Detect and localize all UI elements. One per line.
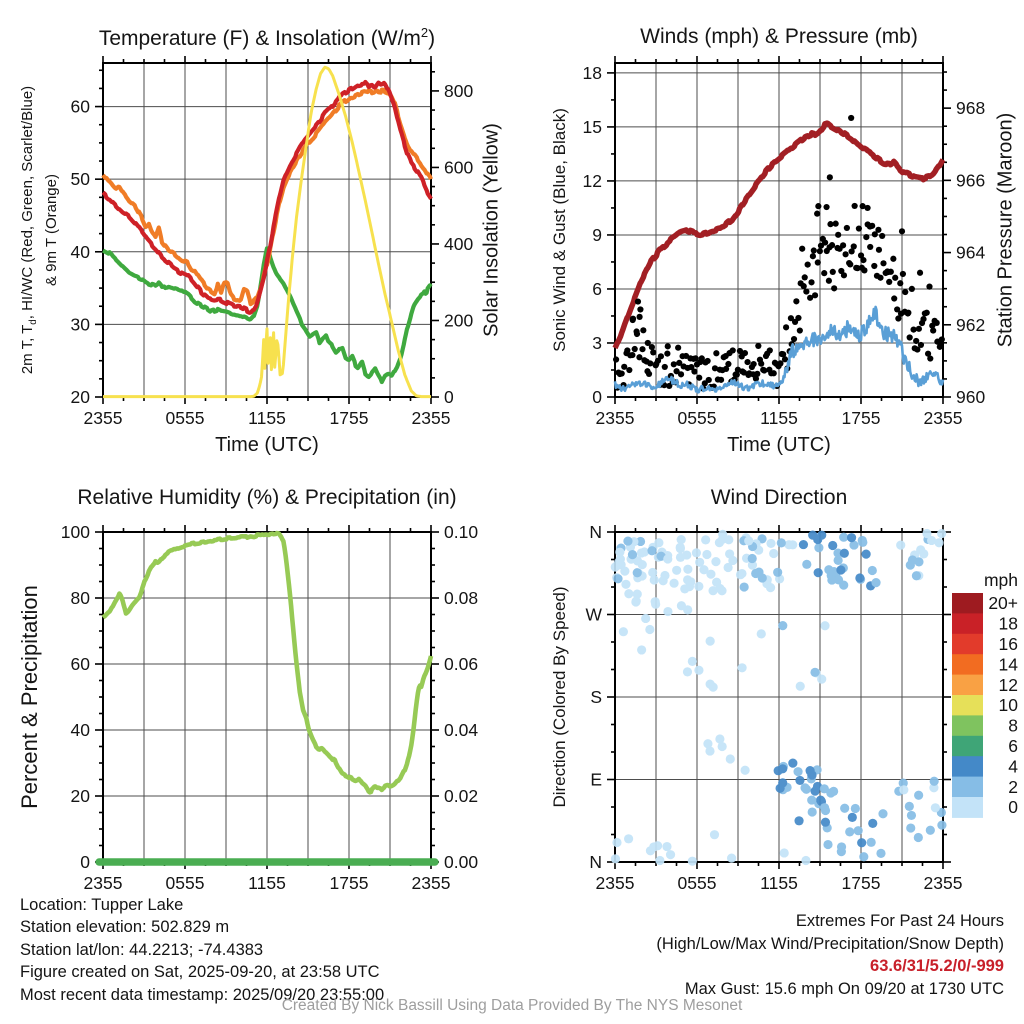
svg-text:0: 0 xyxy=(444,387,454,407)
svg-text:60: 60 xyxy=(70,96,90,117)
svg-text:0555: 0555 xyxy=(165,408,205,428)
temp-x-axis-label: Time (UTC) xyxy=(215,434,319,456)
svg-text:0: 0 xyxy=(592,387,602,407)
svg-text:4: 4 xyxy=(1008,756,1018,777)
svg-text:0555: 0555 xyxy=(677,408,717,428)
title-superscript: 2 xyxy=(420,25,429,40)
svg-text:600: 600 xyxy=(444,157,474,178)
tick-labels xyxy=(71,81,474,428)
svg-text:W: W xyxy=(585,604,602,625)
svg-text:0: 0 xyxy=(80,852,90,872)
svg-text:964: 964 xyxy=(956,242,986,263)
svg-text:968: 968 xyxy=(956,98,986,119)
svg-text:18: 18 xyxy=(998,613,1018,634)
svg-text:0.04: 0.04 xyxy=(444,720,479,740)
footer-created: Figure created on Sat, 2025-09-20, at 23:58 UTC xyxy=(20,963,380,982)
svg-text:2355: 2355 xyxy=(595,873,635,893)
humidity-left-axis-label: Percent & Precipitation xyxy=(17,585,42,809)
footer-location: Location: Tupper Lake xyxy=(20,896,184,914)
svg-text:60: 60 xyxy=(70,654,90,674)
station-info xyxy=(20,894,384,1006)
svg-text:E: E xyxy=(590,769,602,790)
title-text: Temperature (F) & Insolation (W/m xyxy=(98,27,421,50)
svg-text:0.00: 0.00 xyxy=(444,852,479,872)
svg-text:0: 0 xyxy=(1008,797,1018,818)
svg-text:0.02: 0.02 xyxy=(444,786,479,806)
wind-left-axis-label: Sonic Wind & Gust (Blue, Black) xyxy=(550,108,569,352)
svg-text:100: 100 xyxy=(60,522,90,542)
svg-text:2355: 2355 xyxy=(411,408,451,428)
gridlines xyxy=(103,532,431,862)
svg-text:1755: 1755 xyxy=(841,873,881,893)
svg-text:50: 50 xyxy=(70,169,90,190)
svg-text:1755: 1755 xyxy=(329,873,369,893)
svg-text:2355: 2355 xyxy=(83,408,123,428)
svg-text:2355: 2355 xyxy=(923,408,963,428)
svg-text:12: 12 xyxy=(582,170,602,191)
direction-left-axis-label: Direction (Colored By Speed) xyxy=(550,586,569,808)
svg-text:2355: 2355 xyxy=(83,873,123,893)
svg-text:9: 9 xyxy=(592,224,602,245)
max-gust: Max Gust: 15.6 mph On 09/20 at 1730 UTC xyxy=(684,979,1004,998)
svg-text:N: N xyxy=(589,852,602,872)
extremes-info xyxy=(656,910,1004,1000)
svg-text:18: 18 xyxy=(582,62,602,83)
svg-text:0.08: 0.08 xyxy=(444,588,479,608)
extremes-title: Extremes For Past 24 Hours xyxy=(795,912,1004,930)
svg-text:960: 960 xyxy=(956,387,986,407)
svg-text:0.06: 0.06 xyxy=(444,654,479,674)
footer-timestamp: Most recent data timestamp: 2025/09/20 23:55:00 xyxy=(20,985,385,1004)
wind-direction-title: Wind Direction xyxy=(710,486,848,509)
svg-text:1755: 1755 xyxy=(329,408,369,428)
winds-pressure-title: Winds (mph) & Pressure (mb) xyxy=(640,25,918,48)
humidity-precip-title: Relative Humidity (%) & Precipitation (in) xyxy=(77,486,457,509)
svg-text:966: 966 xyxy=(956,170,986,191)
title-text: ) xyxy=(428,27,436,50)
svg-text:30: 30 xyxy=(70,314,90,335)
extremes-values: 63.6/31/5.2/0/-999 xyxy=(870,957,1004,976)
speed-legend xyxy=(952,570,1018,818)
svg-text:6: 6 xyxy=(1008,736,1018,756)
gridlines xyxy=(615,63,943,397)
svg-text:10: 10 xyxy=(998,695,1018,716)
svg-text:40: 40 xyxy=(70,241,90,262)
svg-text:20: 20 xyxy=(70,786,90,806)
svg-text:8: 8 xyxy=(1008,715,1018,736)
extremes-subtitle: (High/Low/Max Wind/Precipitation/Snow Depth) xyxy=(656,934,1004,953)
footer-latlon: Station lat/lon: 44.2213; -74.4383 xyxy=(20,940,264,959)
svg-text:2: 2 xyxy=(1008,776,1018,797)
svg-text:16: 16 xyxy=(998,634,1018,654)
svg-text:mph: mph xyxy=(983,570,1018,590)
svg-text:80: 80 xyxy=(70,588,90,608)
svg-text:962: 962 xyxy=(956,314,986,335)
svg-text:14: 14 xyxy=(998,654,1018,675)
svg-text:2355: 2355 xyxy=(595,408,635,428)
humidity-precipitation-chart xyxy=(40,512,540,893)
temperature-insolation-chart xyxy=(40,40,540,470)
pressure-right-axis-label: Station Pressure (Maroon) xyxy=(994,112,1017,348)
svg-text:20+: 20+ xyxy=(988,593,1018,614)
svg-text:2355: 2355 xyxy=(923,873,963,893)
footer-elevation: Station elevation: 502.829 m xyxy=(20,918,230,937)
svg-text:200: 200 xyxy=(444,310,474,331)
svg-text:15: 15 xyxy=(582,116,602,137)
credit-line: Created By Nick Bassill Using Data Provided By The NYS Mesonet xyxy=(281,997,743,1014)
svg-text:1155: 1155 xyxy=(760,873,798,893)
temp-left-axis-label: 2m T, $T_d$, HI/WC (Red, Green, Scarlet/Blue) & 9m T (Orange) xyxy=(19,85,60,375)
insolation-right-axis-label: Solar Insolation (Yellow) xyxy=(480,123,503,337)
svg-text:N: N xyxy=(589,522,602,542)
winds-pressure-chart xyxy=(552,40,1024,470)
svg-text:1155: 1155 xyxy=(248,408,286,428)
svg-text:S: S xyxy=(590,687,602,707)
svg-text:20: 20 xyxy=(70,387,90,407)
svg-text:400: 400 xyxy=(444,233,474,254)
svg-text:3: 3 xyxy=(592,332,602,353)
svg-text:1755: 1755 xyxy=(841,408,881,428)
svg-text:1155: 1155 xyxy=(248,873,286,893)
wind-direction-chart xyxy=(552,512,1024,893)
svg-text:2355: 2355 xyxy=(411,873,451,893)
svg-text:800: 800 xyxy=(444,80,474,101)
svg-text:0555: 0555 xyxy=(677,873,717,893)
svg-text:0555: 0555 xyxy=(165,873,205,893)
svg-text:40: 40 xyxy=(70,720,90,740)
svg-text:1155: 1155 xyxy=(760,408,798,428)
wind-x-axis-label: Time (UTC) xyxy=(727,434,831,456)
svg-text:6: 6 xyxy=(592,278,602,299)
svg-text:0.10: 0.10 xyxy=(444,522,479,542)
svg-text:12: 12 xyxy=(998,674,1018,695)
